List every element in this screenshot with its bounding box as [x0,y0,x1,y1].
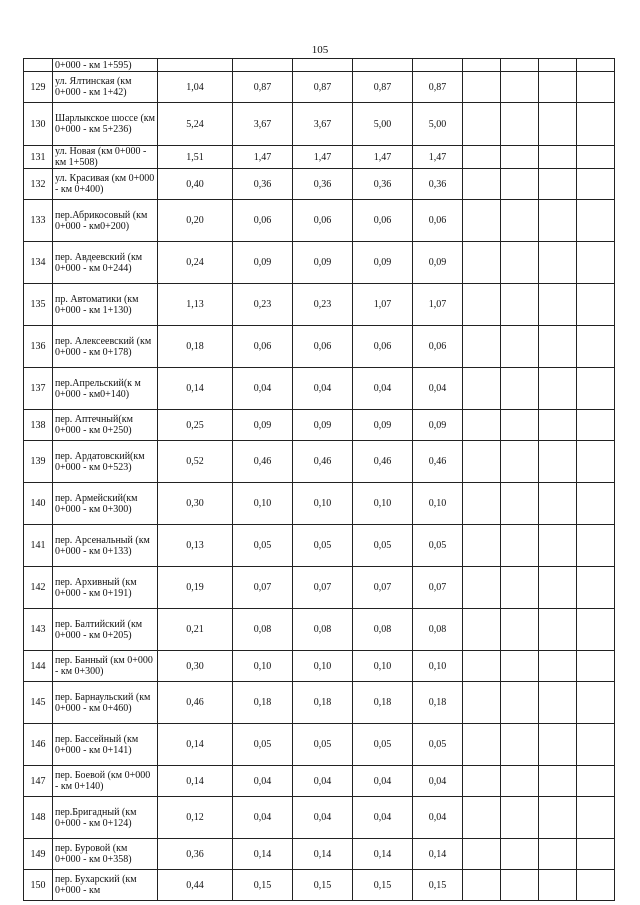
value-cell: 0,05 [353,525,413,567]
value-cell: 0,87 [413,72,463,103]
table-row [24,567,615,609]
value-cell: 0,09 [413,242,463,284]
value-cell: 0,10 [293,483,353,525]
row-number-cell [24,59,53,72]
value-cell: 0,07 [353,567,413,609]
value-cell: 0,04 [233,766,293,797]
empty-cell [501,525,539,567]
value-cell: 0,52 [158,441,233,483]
value-cell: 0,36 [293,169,353,200]
empty-cell [463,59,501,72]
road-table [23,58,615,901]
empty-cell [501,169,539,200]
empty-cell [539,169,577,200]
road-name-cell: пер. Алексеевский (км 0+000 - км 0+178) [53,326,158,368]
table-row [24,525,615,567]
road-name-cell: ул. Новая (км 0+000 - км 1+508) [53,146,158,169]
table-row [24,368,615,410]
road-name-cell: пер. Балтийский (км 0+000 - км 0+205) [53,609,158,651]
empty-cell [539,870,577,901]
value-cell: 5,24 [158,103,233,146]
row-number-cell: 142 [24,567,53,609]
empty-cell [539,567,577,609]
value-cell: 0,14 [233,839,293,870]
empty-cell [577,284,615,326]
row-number-cell: 138 [24,410,53,441]
value-cell: 1,13 [158,284,233,326]
table-row [24,410,615,441]
value-cell: 0,87 [233,72,293,103]
road-name-cell: 0+000 - км 1+595) [53,59,158,72]
value-cell: 0,87 [353,72,413,103]
value-cell: 0,04 [413,797,463,839]
road-name-cell: Шарлыкское шоссе (км 0+000 - км 5+236) [53,103,158,146]
value-cell: 0,04 [293,766,353,797]
empty-cell [577,483,615,525]
value-cell: 0,46 [353,441,413,483]
empty-cell [539,242,577,284]
row-number-cell: 150 [24,870,53,901]
road-name-cell: пер. Бассейный (км 0+000 - км 0+141) [53,724,158,766]
value-cell: 0,09 [413,410,463,441]
road-name-cell: пр. Автоматики (км 0+000 - км 1+130) [53,284,158,326]
empty-cell [577,368,615,410]
empty-cell [501,839,539,870]
value-cell: 0,10 [233,651,293,682]
value-cell: 0,15 [233,870,293,901]
value-cell: 5,00 [353,103,413,146]
empty-cell [577,609,615,651]
empty-cell [501,870,539,901]
empty-cell [501,567,539,609]
value-cell: 0,06 [233,200,293,242]
empty-cell [577,797,615,839]
road-name-cell: пер.Апрельский(к м 0+000 - км0+140) [53,368,158,410]
value-cell: 0,04 [353,368,413,410]
road-name-cell: пер. Авдеевский (км 0+000 - км 0+244) [53,242,158,284]
empty-cell [463,651,501,682]
table-row [24,870,615,901]
value-cell: 0,14 [158,766,233,797]
value-cell: 0,05 [293,525,353,567]
empty-cell [539,284,577,326]
row-number-cell: 129 [24,72,53,103]
value-cell: 0,04 [413,368,463,410]
value-cell: 1,07 [353,284,413,326]
value-cell: 0,07 [233,567,293,609]
empty-cell [463,72,501,103]
value-cell: 0,09 [233,410,293,441]
value-cell: 0,30 [158,651,233,682]
empty-cell [577,651,615,682]
table-row [24,441,615,483]
value-cell: 0,04 [293,368,353,410]
value-cell: 0,36 [413,169,463,200]
value-cell: 0,04 [293,797,353,839]
empty-cell [539,410,577,441]
value-cell: 0,08 [353,609,413,651]
value-cell [233,59,293,72]
empty-cell [463,525,501,567]
value-cell: 3,67 [233,103,293,146]
empty-cell [577,441,615,483]
table-row [24,724,615,766]
road-name-cell: пер. Барнаульский (км 0+000 - км 0+460) [53,682,158,724]
value-cell: 0,10 [413,483,463,525]
value-cell: 0,10 [293,651,353,682]
empty-cell [501,724,539,766]
table-row [24,839,615,870]
empty-cell [463,326,501,368]
empty-cell [501,766,539,797]
value-cell: 0,14 [353,839,413,870]
empty-cell [577,146,615,169]
empty-cell [539,682,577,724]
empty-cell [539,651,577,682]
value-cell: 0,10 [413,651,463,682]
value-cell: 0,05 [413,724,463,766]
road-name-cell: пер. Буровой (км 0+000 - км 0+358) [53,839,158,870]
row-number-cell: 139 [24,441,53,483]
empty-cell [501,59,539,72]
value-cell: 0,15 [293,870,353,901]
value-cell: 0,44 [158,870,233,901]
table-row [24,72,615,103]
value-cell: 1,04 [158,72,233,103]
value-cell: 0,14 [158,724,233,766]
value-cell: 0,08 [413,609,463,651]
table-row [24,797,615,839]
table-row [24,651,615,682]
empty-cell [501,146,539,169]
value-cell: 0,06 [353,326,413,368]
table-row [24,326,615,368]
road-name-cell: пер. Бухарский (км 0+000 - км [53,870,158,901]
value-cell: 0,06 [413,326,463,368]
value-cell: 0,20 [158,200,233,242]
value-cell: 0,06 [413,200,463,242]
value-cell: 0,08 [233,609,293,651]
road-name-cell: ул. Ялтинская (км 0+000 - км 1+42) [53,72,158,103]
value-cell: 1,47 [233,146,293,169]
value-cell: 0,09 [293,410,353,441]
value-cell: 0,10 [353,651,413,682]
value-cell: 0,46 [233,441,293,483]
empty-cell [539,483,577,525]
table-row [24,200,615,242]
value-cell: 0,18 [158,326,233,368]
road-name-cell: пер. Арсенальный (км 0+000 - км 0+133) [53,525,158,567]
empty-cell [577,870,615,901]
row-number-cell: 140 [24,483,53,525]
row-number-cell: 136 [24,326,53,368]
empty-cell [539,441,577,483]
value-cell: 0,18 [413,682,463,724]
empty-cell [539,525,577,567]
empty-cell [463,567,501,609]
road-name-cell: пер. Армейский(км 0+000 - км 0+300) [53,483,158,525]
value-cell: 0,14 [413,839,463,870]
page-number: 105 [311,44,329,56]
value-cell: 0,14 [158,368,233,410]
value-cell: 0,05 [293,724,353,766]
value-cell: 0,06 [293,200,353,242]
table-row [24,103,615,146]
table-row [24,146,615,169]
empty-cell [501,284,539,326]
value-cell: 0,36 [158,839,233,870]
value-cell [353,59,413,72]
value-cell: 0,05 [413,525,463,567]
row-number-cell: 143 [24,609,53,651]
empty-cell [501,242,539,284]
value-cell: 0,07 [293,567,353,609]
empty-cell [463,103,501,146]
empty-cell [539,797,577,839]
value-cell: 1,47 [353,146,413,169]
empty-cell [463,146,501,169]
value-cell: 0,04 [233,797,293,839]
empty-cell [501,326,539,368]
empty-cell [501,609,539,651]
empty-cell [577,59,615,72]
row-number-cell: 131 [24,146,53,169]
empty-cell [577,169,615,200]
row-number-cell: 141 [24,525,53,567]
row-number-cell: 135 [24,284,53,326]
value-cell: 0,21 [158,609,233,651]
empty-cell [501,441,539,483]
empty-cell [463,870,501,901]
value-cell: 0,04 [353,766,413,797]
value-cell: 0,36 [353,169,413,200]
empty-cell [577,410,615,441]
empty-cell [577,567,615,609]
row-number-cell: 133 [24,200,53,242]
value-cell: 0,30 [158,483,233,525]
empty-cell [539,368,577,410]
table-row [24,59,615,72]
value-cell: 0,46 [158,682,233,724]
empty-cell [463,284,501,326]
empty-cell [501,682,539,724]
empty-cell [501,368,539,410]
value-cell: 0,04 [233,368,293,410]
row-number-cell: 130 [24,103,53,146]
row-number-cell: 144 [24,651,53,682]
value-cell: 0,40 [158,169,233,200]
empty-cell [577,72,615,103]
value-cell: 0,36 [233,169,293,200]
value-cell: 0,07 [413,567,463,609]
road-name-cell: пер.Абрикосовый (км 0+000 - км0+200) [53,200,158,242]
empty-cell [577,766,615,797]
value-cell [293,59,353,72]
empty-cell [463,609,501,651]
value-cell: 1,47 [413,146,463,169]
empty-cell [577,839,615,870]
value-cell: 5,00 [413,103,463,146]
value-cell: 0,05 [233,525,293,567]
table-row [24,284,615,326]
value-cell: 0,04 [413,766,463,797]
empty-cell [501,483,539,525]
empty-cell [501,103,539,146]
row-number-cell: 145 [24,682,53,724]
value-cell: 0,06 [293,326,353,368]
road-name-cell: пер.Бригадный (км 0+000 - км 0+124) [53,797,158,839]
empty-cell [463,724,501,766]
empty-cell [463,368,501,410]
value-cell: 0,04 [353,797,413,839]
value-cell: 0,08 [293,609,353,651]
value-cell: 0,15 [353,870,413,901]
table-row [24,609,615,651]
value-cell: 0,15 [413,870,463,901]
road-name-cell: пер. Ардатовский(км 0+000 - км 0+523) [53,441,158,483]
empty-cell [539,839,577,870]
empty-cell [463,839,501,870]
row-number-cell: 137 [24,368,53,410]
empty-cell [577,242,615,284]
empty-cell [539,766,577,797]
value-cell: 0,06 [233,326,293,368]
row-number-cell: 149 [24,839,53,870]
value-cell: 0,24 [158,242,233,284]
value-cell: 0,46 [413,441,463,483]
row-number-cell: 134 [24,242,53,284]
row-number-cell: 147 [24,766,53,797]
value-cell: 0,87 [293,72,353,103]
empty-cell [501,651,539,682]
value-cell: 3,67 [293,103,353,146]
empty-cell [463,200,501,242]
value-cell: 1,07 [413,284,463,326]
empty-cell [539,146,577,169]
value-cell: 0,19 [158,567,233,609]
table-row [24,242,615,284]
value-cell [413,59,463,72]
empty-cell [577,200,615,242]
empty-cell [539,59,577,72]
empty-cell [463,410,501,441]
value-cell: 0,09 [353,410,413,441]
row-number-cell: 132 [24,169,53,200]
empty-cell [463,682,501,724]
empty-cell [539,200,577,242]
value-cell [158,59,233,72]
empty-cell [463,169,501,200]
value-cell: 0,13 [158,525,233,567]
empty-cell [463,766,501,797]
value-cell: 0,46 [293,441,353,483]
empty-cell [539,103,577,146]
value-cell: 0,06 [353,200,413,242]
empty-cell [539,326,577,368]
empty-cell [463,242,501,284]
road-name-cell: пер. Банный (км 0+000 - км 0+300) [53,651,158,682]
value-cell: 0,23 [233,284,293,326]
value-cell: 0,25 [158,410,233,441]
empty-cell [501,410,539,441]
table-row [24,766,615,797]
road-name-cell: пер. Архивный (км 0+000 - км 0+191) [53,567,158,609]
value-cell: 0,05 [353,724,413,766]
empty-cell [577,724,615,766]
value-cell: 0,05 [233,724,293,766]
value-cell: 0,09 [233,242,293,284]
value-cell: 0,18 [353,682,413,724]
value-cell: 0,18 [293,682,353,724]
empty-cell [577,525,615,567]
empty-cell [577,326,615,368]
road-name-cell: пер. Боевой (км 0+000 - км 0+140) [53,766,158,797]
value-cell: 0,23 [293,284,353,326]
empty-cell [463,483,501,525]
value-cell: 0,09 [353,242,413,284]
road-name-cell: ул. Красивая (км 0+000 - км 0+400) [53,169,158,200]
table-row [24,682,615,724]
table-row [24,483,615,525]
row-number-cell: 148 [24,797,53,839]
road-name-cell: пер. Аптечный(км 0+000 - км 0+250) [53,410,158,441]
empty-cell [539,724,577,766]
empty-cell [501,797,539,839]
value-cell: 0,12 [158,797,233,839]
row-number-cell: 146 [24,724,53,766]
value-cell: 0,10 [353,483,413,525]
value-cell: 1,51 [158,146,233,169]
empty-cell [501,72,539,103]
empty-cell [501,200,539,242]
empty-cell [463,441,501,483]
value-cell: 1,47 [293,146,353,169]
value-cell: 0,09 [293,242,353,284]
empty-cell [577,103,615,146]
empty-cell [577,682,615,724]
empty-cell [463,797,501,839]
value-cell: 0,18 [233,682,293,724]
table-row [24,169,615,200]
value-cell: 0,14 [293,839,353,870]
empty-cell [539,72,577,103]
value-cell: 0,10 [233,483,293,525]
empty-cell [539,609,577,651]
